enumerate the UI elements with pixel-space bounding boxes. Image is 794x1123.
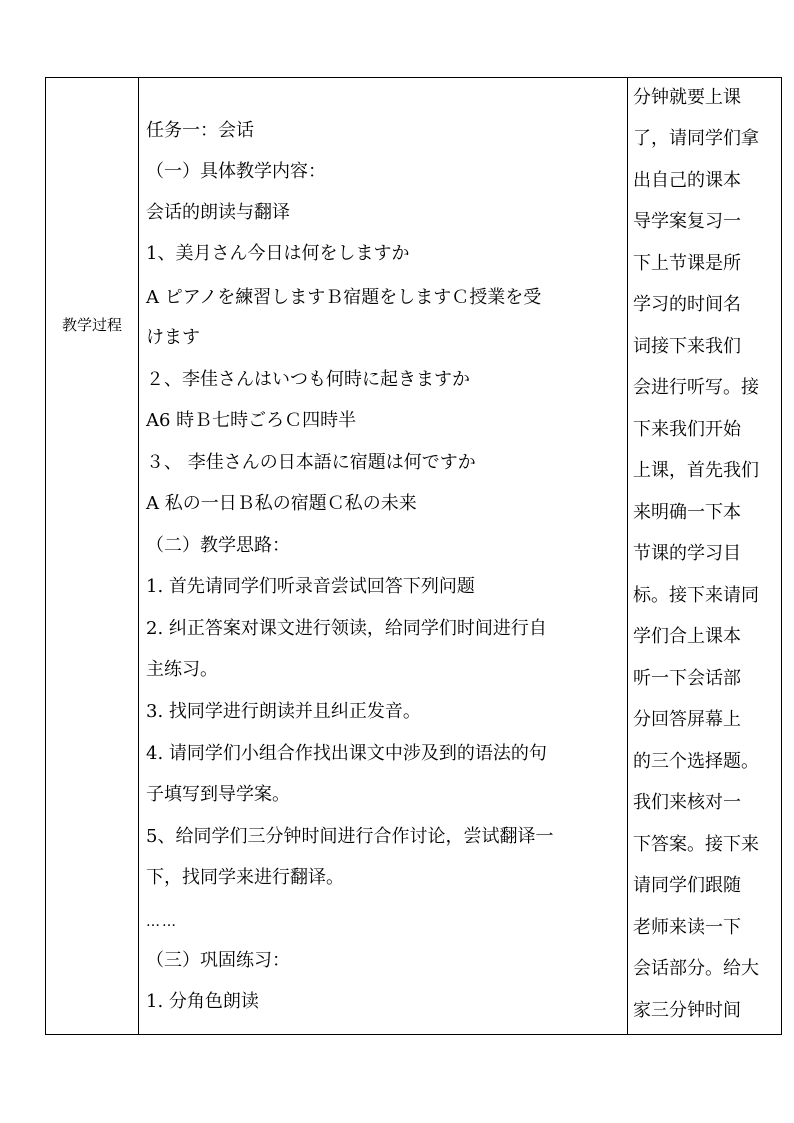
content-line: 3. 找同学进行朗读并且纠正发音。 [146, 701, 421, 722]
script-line: 导学案复习一 [633, 211, 741, 232]
content-line: けます [146, 327, 200, 348]
content-line: （一）具体教学内容： [146, 161, 326, 182]
content-line: ２、李佳さんはいつも何時に起きますか [146, 369, 470, 390]
ellipsis: …… [146, 914, 178, 930]
script-line: 下上节课是所 [633, 253, 741, 274]
content-line: （二）教学思路： [146, 535, 290, 556]
content-line: （三）巩固练习： [146, 950, 290, 971]
content-line: 下，找同学来进行翻译。 [146, 867, 344, 888]
content-line: ３、 李佳さんの日本語に宿題は何ですか [146, 452, 476, 473]
content-line: 任务一：会话 [146, 120, 254, 141]
column-divider [138, 78, 139, 1034]
script-line: 标。接下来请同 [633, 585, 759, 606]
content-line: 会话的朗读与翻译 [146, 202, 290, 223]
content-line: 2. 纠正答案对课文进行领读，给同学们时间进行自 [146, 618, 547, 639]
script-line: 下答案。接下来 [633, 834, 759, 855]
content-line: 1. 分角色朗读 [146, 991, 259, 1012]
script-line: 老师来读一下 [633, 917, 741, 938]
script-line: 会进行听写。接 [633, 377, 759, 398]
content-line: 主练习。 [146, 659, 218, 680]
script-line: 词接下来我们 [633, 336, 741, 357]
row-label: 教学过程 [61, 316, 122, 334]
script-line: 我们来核对一 [633, 792, 741, 813]
content-line: 1、美月さん今日は何をしますか [146, 243, 410, 264]
script-line: 节课的学习目 [633, 543, 741, 564]
script-line: 会话部分。给大 [633, 958, 759, 979]
column-divider [627, 78, 628, 1034]
script-line: 家三分钟时间 [633, 1000, 741, 1021]
script-line: 的三个选择题。 [633, 751, 759, 772]
script-line: 上课，首先我们 [633, 460, 759, 481]
content-line: A 私の一日Ｂ私の宿題Ｃ私の未来 [146, 493, 417, 514]
script-line: 学们合上课本 [633, 626, 741, 647]
content-line: A ピアノを練習しますＢ宿題をしますＣ授業を受 [146, 287, 542, 308]
script-line: 来明确一下本 [633, 502, 741, 523]
script-line: 出自己的课本 [633, 170, 741, 191]
content-line: 4. 请同学们小组合作找出课文中涉及到的语法的句 [146, 743, 547, 764]
content-line: 1. 首先请同学们听录音尝试回答下列问题 [146, 576, 475, 597]
content-line: A6 時Ｂ七時ごろＣ四時半 [146, 410, 357, 431]
content-line: 5、给同学们三分钟时间进行合作讨论，尝试翻译一 [146, 826, 554, 847]
script-line: 分回答屏幕上 [633, 709, 741, 730]
script-line: 下来我们开始 [633, 419, 741, 440]
script-line: 了，请同学们拿 [633, 128, 759, 149]
script-line: 分钟就要上课 [633, 87, 741, 108]
script-line: 请同学们跟随 [633, 875, 741, 896]
script-line: 学习的时间名 [633, 294, 741, 315]
content-line: 子填写到导学案。 [146, 784, 290, 805]
script-line: 听一下会话部 [633, 668, 741, 689]
